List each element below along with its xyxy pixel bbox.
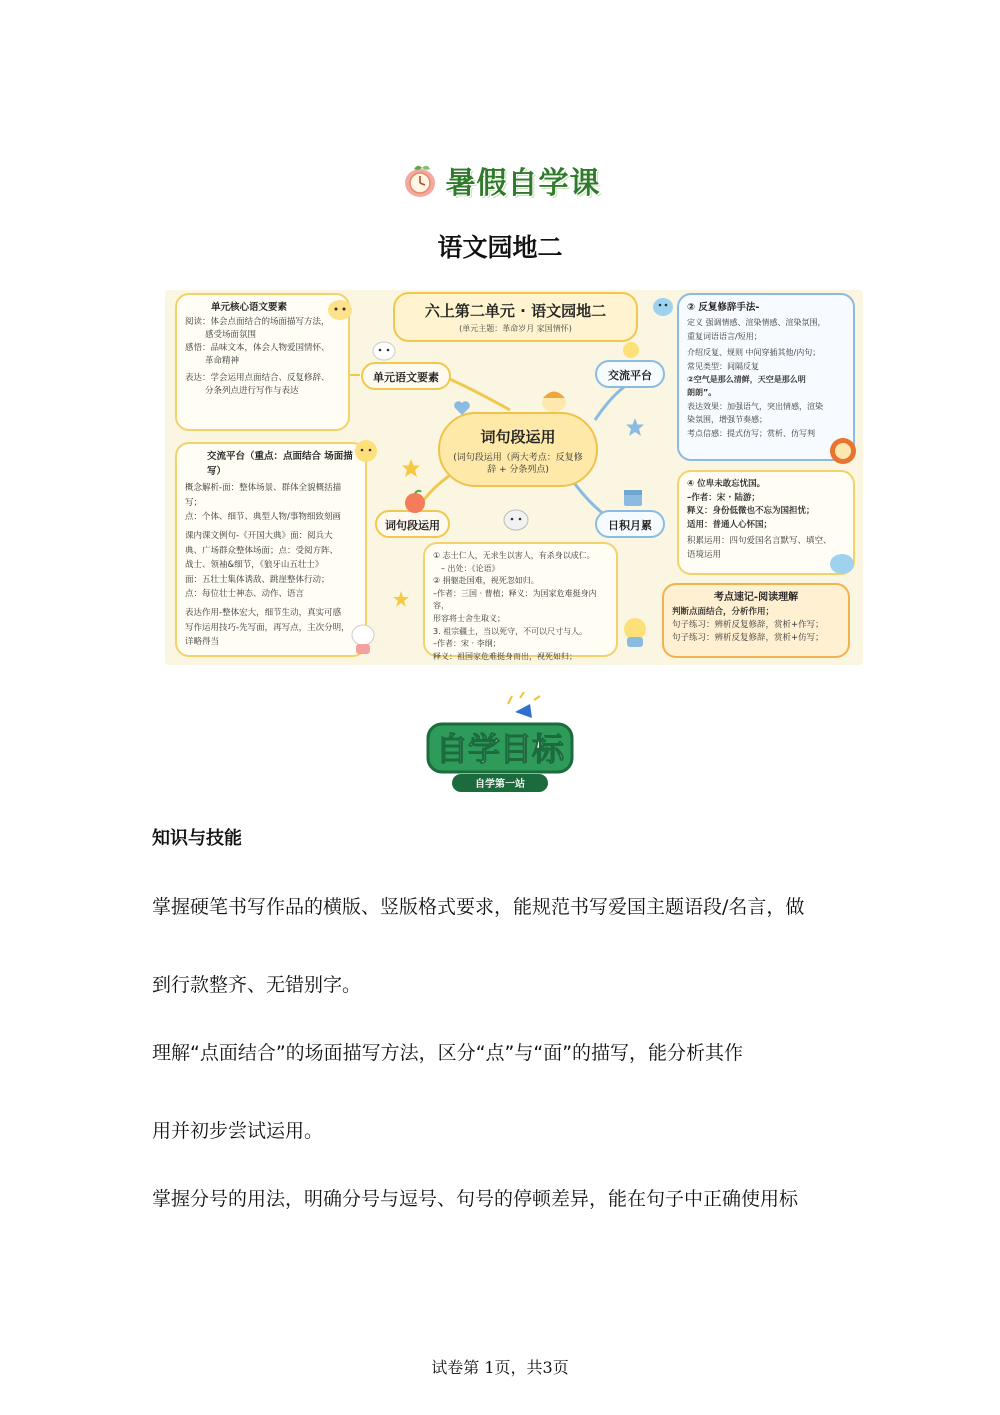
cat-head-sticker-icon [500,503,532,533]
chick-sticker-left-icon [350,435,382,465]
apple-sticker-icon [401,488,429,514]
mind-map-main-title: 六上第二单元 · 语文园地二 (单元主题：革命岁月 家国情怀) [393,292,638,342]
core-elements-box: 单元核心语文要素 阅读：体会点面结合的场面描写方法， 感受场面氛围 感悟：品味文本，体会人物爱国情怀、 革命精神 表达：学会运用点面结合、反复修辞、 分条列点进行写作与表达 [175,293,350,431]
chick-sticker-bottom-icon [620,615,650,649]
quotes-box: ① 志士仁人，无求生以害人，有杀身以成仁。 – 出处：《论语》 ② 捐躯赴国难，视死忽如归。 –作者：三国 · 曹植；释义：为国家危难挺身内容， 形容将士舍生取义； 3. 祖宗疆土，当以死守，不可以尺寸与人。 –作者：宋 · 李纲； 释义：祖国家危难挺身而出，视死如归； [423,542,618,657]
bunny-sticker-icon [370,335,398,361]
chick-sticker-icon [620,338,642,360]
bunny-sticker-bottom-icon [348,620,378,656]
paragraph-line-5: 掌握分号的用法，明确分号与逗号、句号的停顿差异，能在句子中正确使用标 [152,1188,799,1210]
gift-box-sticker-icon [620,485,646,509]
mind-map [165,290,863,665]
clock-peach-icon [400,160,440,200]
megaphone-icon [515,704,532,718]
star-icon-blue [625,417,645,437]
star-icon-2 [392,590,410,608]
badge-subtitle: 自学第一站 [475,779,525,790]
review-notes-box: 考点速记-阅读理解 判断点面结合，分析作用； 句子练习：辨析反复修辞，赏析+作写； 句子练习：辨析反复修辞，赏析+仿写； [662,583,850,658]
heart-icon [453,400,471,416]
branch-unit-elements: 单元语文要素 [361,362,451,390]
exchange-platform-box: 交流平台（重点：点面结合 场面描写） 概念解析-面：整体场景、群体全貌概括描写； 点：个体、细节、典型人物/事物细致刻画 课内课文例句-《开国大典》面：阅兵大 典、广场群众整体场面；点：受阅方阵、 战士、领袖&细节，《狼牙山五壮士》 面：五壮士集体诱敌、跳崖整体行动； 点：每位壮士神态、动作、语言 表达作用-整体宏大，细节生动，真实可感 写作运用技巧-先写面，再写点，主次分明， 详略得当 [175,442,367,657]
branch-daily-accumulation: 日积月累 [595,510,665,538]
document-title: 语文园地二 [437,233,563,262]
blob-sticker-icon [827,548,857,576]
lion-sticker-icon [827,435,859,465]
repeat-rhetoric-box: ② 反复修辞手法- 定义 强调情感、渲染情感、渲染氛围， 重复词语语言/短用； 介绍反复、规则 中间穿插其他/内句； 常见类型：间隔反复 ②空气是那么清鲜，天空是那么明 朗朗”。 表达效果：加强语气，突出情感，渲染 染氛围，增强节奏感； 考点信感：提式仿写；赏析、仿写判 [677,293,855,461]
branch-exchange-platform: 交流平台 [595,360,665,388]
bird-sticker-icon [650,292,676,318]
paragraph-line-4: 用并初步尝试运用。 [152,1120,324,1142]
star-icon [401,458,421,478]
branch-word-usage: 词句段运用 [375,510,450,538]
paragraph-line-2: 到行款整齐、无错别字。 [152,974,362,996]
paragraph-line-3: 理解“点面结合”的场面描写方法，区分“点”与“面”的描写，能分析其作 [152,1042,744,1064]
mind-map-center: 词句段运用 (词句段运用（两大考点：反复修辞 + 分条列点) [438,412,598,487]
paragraph-line-1: 掌握硬笔书写作品的横版、竖版格式要求，能规范书写爱国主题语段/名言，做 [152,896,805,918]
logo-text: 暑假自学课 [445,166,601,201]
cat-sticker-icon [325,295,355,321]
badge-title: 自学目标 [435,730,565,768]
section-heading: 知识与技能 [152,828,242,849]
hardhat-sticker-icon [538,385,570,413]
lu-you-quote-box: ④ 位卑未敢忘忧国。 –作者：宋 · 陆游； 释义：身份低微也不忘为国担忧； 适用：普通人心怀国； 积累运用：四句爱国名言默写、填空、 语境运用 [677,470,855,575]
self-study-badge [420,692,580,797]
page-footer: 试卷第 1页，共3页 [431,1358,569,1377]
logo [0,158,1000,204]
